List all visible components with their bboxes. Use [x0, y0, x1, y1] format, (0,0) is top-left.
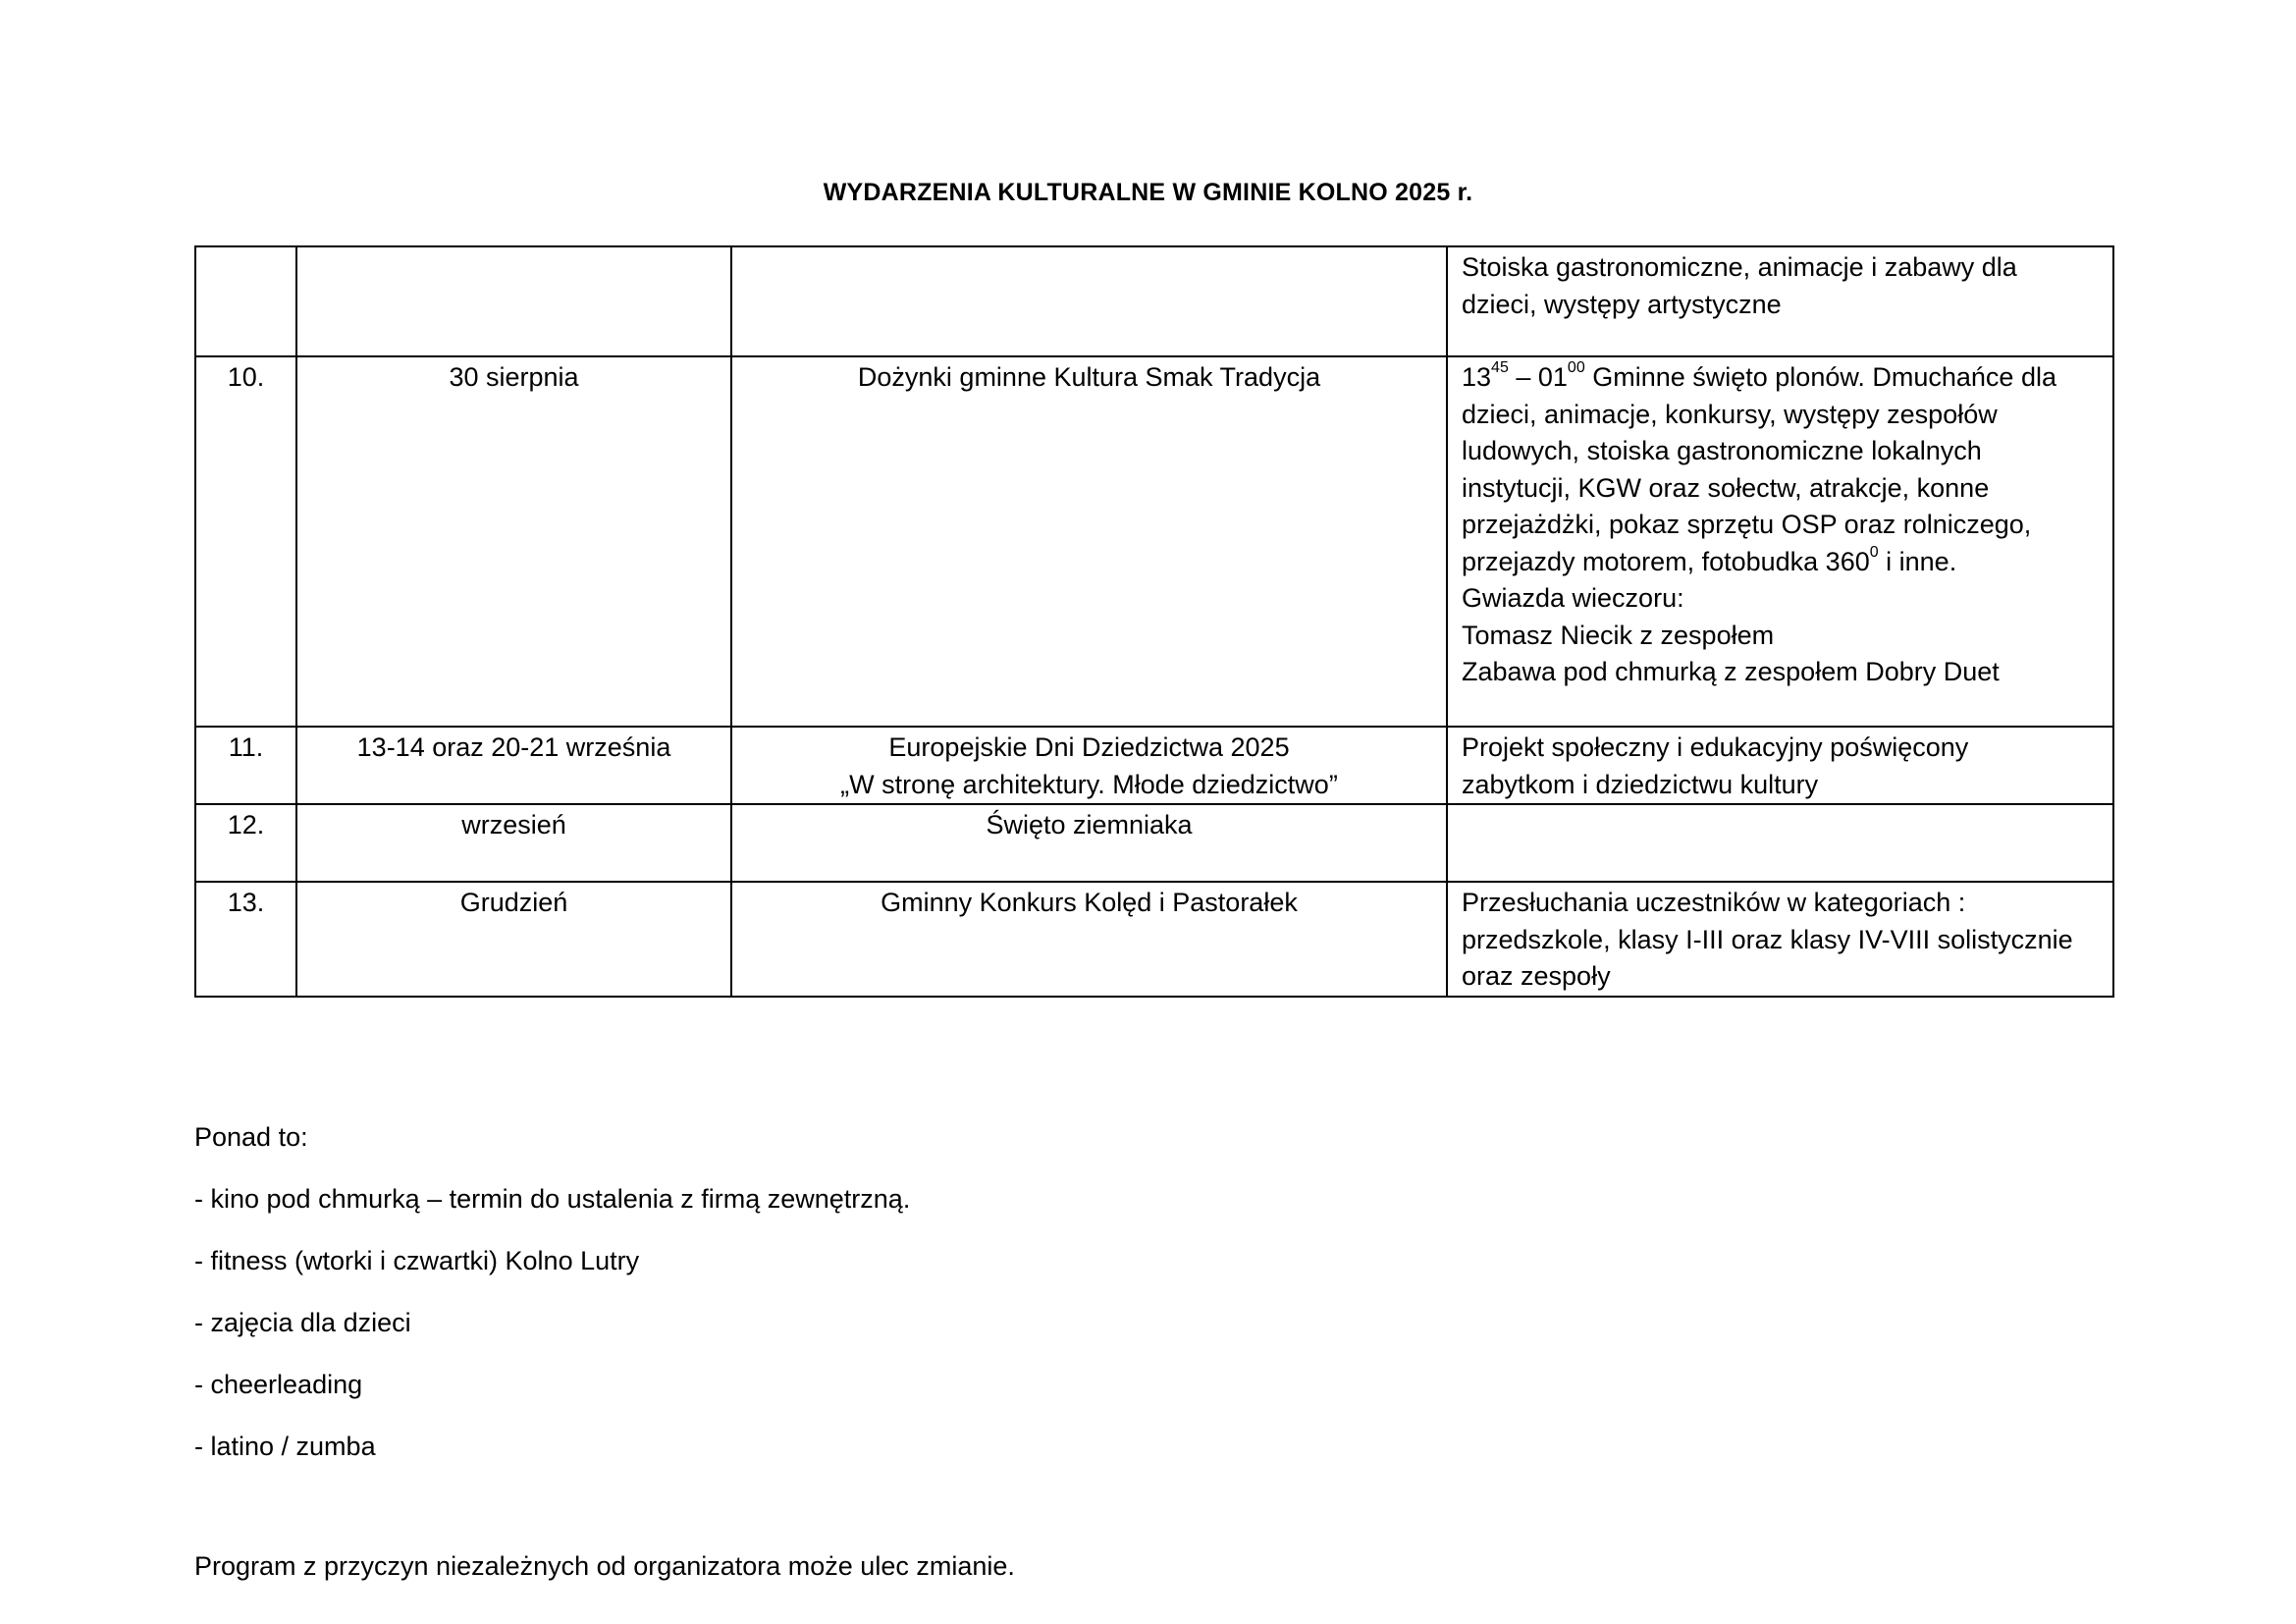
description-line: Stoiska gastronomiczne, animacje i zabawy dla — [1462, 252, 2017, 282]
row-date-cell: Grudzień — [296, 882, 731, 997]
time-end-minutes: 00 — [1567, 359, 1585, 376]
row-event-name-cell — [731, 246, 1447, 356]
document-title: WYDARZENIA KULTURALNE W GMINIE KOLNO 2025 r. — [823, 179, 1473, 206]
description-line: przedszkole, klasy I-III oraz klasy IV-VIII solistycznie — [1462, 924, 2073, 954]
event-name-line: Europejskie Dni Dziedzictwa 2025 — [888, 732, 1290, 762]
description-line: dzieci, występy artystyczne — [1462, 289, 1782, 319]
row-description-cell — [1447, 356, 2113, 727]
list-item: - zajęcia dla dzieci — [194, 1308, 411, 1337]
description-line: zabytkom i dziedzictwu kultury — [1462, 769, 1819, 799]
row-date-cell — [296, 246, 731, 356]
description-line: Gwiazda wieczoru: — [1462, 583, 1684, 613]
row-date-cell: 30 sierpnia — [296, 356, 731, 727]
description-line: Tomasz Niecik z zespołem — [1462, 620, 1775, 650]
additional-activities — [194, 1119, 910, 1490]
list-item: - kino pod chmurką – termin do ustalenia z firmą zewnętrzną. — [194, 1184, 911, 1214]
table-row — [195, 882, 2113, 997]
description-line: instytucji, KGW oraz sołectw, atrakcje, konne — [1462, 472, 1990, 503]
description-line: ludowych, stoiska gastronomiczne lokalnych — [1462, 436, 1982, 465]
time-end-hour: 01 — [1537, 362, 1568, 392]
description-line: Zabawa pod chmurką z zespołem Dobry Duet — [1462, 657, 2000, 686]
description-line: dzieci, animacje, konkursy, występy zespołów — [1462, 399, 1998, 429]
events-table — [194, 245, 2114, 998]
time-separator: – — [1508, 362, 1538, 392]
row-date-cell: 13-14 oraz 20-21 września — [296, 727, 731, 804]
description-line: oraz zespoły — [1462, 961, 1611, 991]
description-line: Przesłuchania uczestników w kategoriach : — [1462, 888, 1966, 917]
row-description-cell — [1447, 804, 2113, 882]
description-text: i inne. — [1878, 546, 1957, 576]
row-date-cell: wrzesień — [296, 804, 731, 882]
row-number-cell: 11. — [195, 727, 296, 804]
table-row — [195, 727, 2113, 804]
row-event-name-cell — [731, 727, 1447, 804]
list-item: - cheerleading — [194, 1370, 363, 1399]
list-item: - fitness (wtorki i czwartki) Kolno Lutry — [194, 1246, 640, 1275]
row-event-name-cell: Dożynki gminne Kultura Smak Tradycja — [731, 356, 1447, 727]
list-item: - latino / zumba — [194, 1432, 376, 1461]
row-number-cell: 12. — [195, 804, 296, 882]
time-start-minutes: 45 — [1491, 359, 1509, 376]
table-row — [195, 356, 2113, 727]
row-description-cell — [1447, 882, 2113, 997]
row-description-cell — [1447, 727, 2113, 804]
additional-activities-heading: Ponad to: — [194, 1122, 308, 1152]
table-row — [195, 804, 2113, 882]
row-description-cell — [1447, 246, 2113, 356]
table-row — [195, 246, 2113, 356]
row-event-name-cell: Gminny Konkurs Kolęd i Pastorałek — [731, 882, 1447, 997]
row-number-cell: 10. — [195, 356, 296, 727]
description-photobooth-line — [1462, 544, 2099, 581]
degree-superscript: 0 — [1869, 543, 1879, 561]
row-number-cell — [195, 246, 296, 356]
description-text: Gminne święto plonów. Dmuchańce dla — [1584, 362, 2056, 392]
time-start-hour: 13 — [1462, 362, 1492, 392]
description-line: przejażdżki, pokaz sprzętu OSP oraz rolniczego, — [1462, 510, 2032, 539]
program-change-note: Program z przyczyn niezależnych od organizatora może ulec zmianie. — [194, 1551, 1015, 1581]
description-text: przejazdy motorem, fotobudka 360 — [1462, 546, 1870, 576]
row-event-name-cell: Święto ziemniaka — [731, 804, 1447, 882]
row-number-cell: 13. — [195, 882, 296, 997]
description-time-line — [1462, 359, 2099, 397]
description-line: Projekt społeczny i edukacyjny poświęcony — [1462, 732, 1969, 762]
event-subtitle-line: „W stronę architektury. Młode dziedzictwo” — [840, 769, 1338, 799]
